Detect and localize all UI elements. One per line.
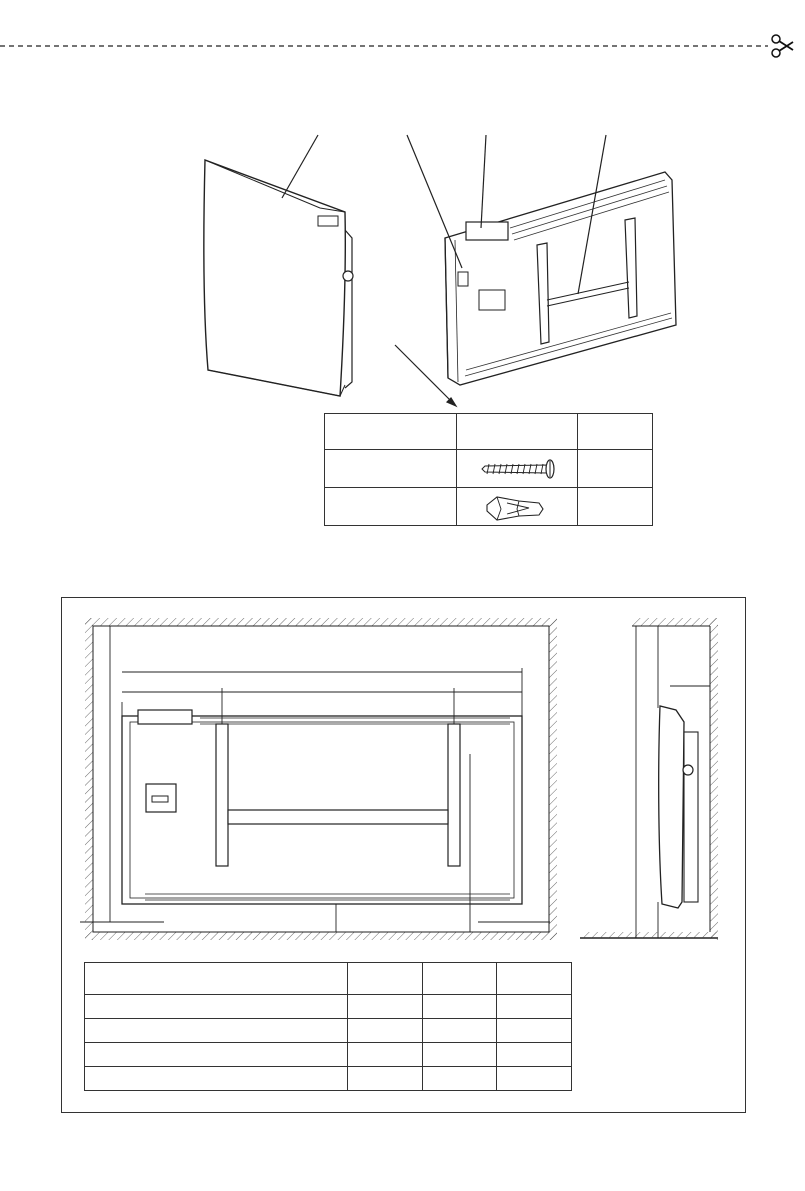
dim-a	[348, 1067, 423, 1091]
dim-a	[348, 1043, 423, 1067]
wall-plug-icon	[457, 489, 577, 525]
dim-c	[497, 963, 572, 995]
heater-exploded-illustration	[0, 120, 805, 420]
dim-c	[497, 1019, 572, 1043]
table-row	[85, 1043, 572, 1067]
accessories-table	[324, 413, 653, 526]
accessory-qty	[577, 414, 652, 450]
dim-model	[85, 1019, 348, 1043]
dim-c	[497, 1067, 572, 1091]
accessory-name	[325, 450, 457, 488]
accessory-image	[456, 488, 577, 526]
accessory-name	[325, 488, 457, 526]
thermostat-knob	[343, 271, 353, 281]
dim-b	[422, 1019, 497, 1043]
dim-model	[85, 995, 348, 1019]
dim-b	[422, 995, 497, 1019]
accessory-qty	[577, 488, 652, 526]
table-row	[85, 995, 572, 1019]
dim-model	[85, 1043, 348, 1067]
dim-a	[348, 963, 423, 995]
dim-b	[422, 1067, 497, 1091]
dimensions-table	[84, 962, 572, 1091]
accessory-qty	[577, 450, 652, 488]
accessory-image	[456, 414, 577, 450]
dim-a	[348, 995, 423, 1019]
dim-a	[348, 1019, 423, 1043]
heater-front-view	[204, 160, 353, 396]
accessory-name	[325, 414, 457, 450]
table-row	[85, 1067, 572, 1091]
table-row	[85, 1019, 572, 1043]
dim-c	[497, 995, 572, 1019]
heater-rear-view	[445, 172, 676, 385]
side-installation-drawing	[578, 612, 728, 948]
dim-b	[422, 1043, 497, 1067]
table-row	[325, 488, 653, 526]
accessory-image	[456, 450, 577, 488]
table-row	[325, 414, 653, 450]
screw-icon	[457, 451, 577, 487]
dim-model	[85, 963, 348, 995]
cut-line	[0, 0, 805, 60]
front-installation-drawing	[80, 612, 565, 948]
table-row	[85, 963, 572, 995]
table-row	[325, 450, 653, 488]
dim-model	[85, 1067, 348, 1091]
dim-b	[422, 963, 497, 995]
scissors-icon	[772, 35, 793, 57]
dim-c	[497, 1043, 572, 1067]
